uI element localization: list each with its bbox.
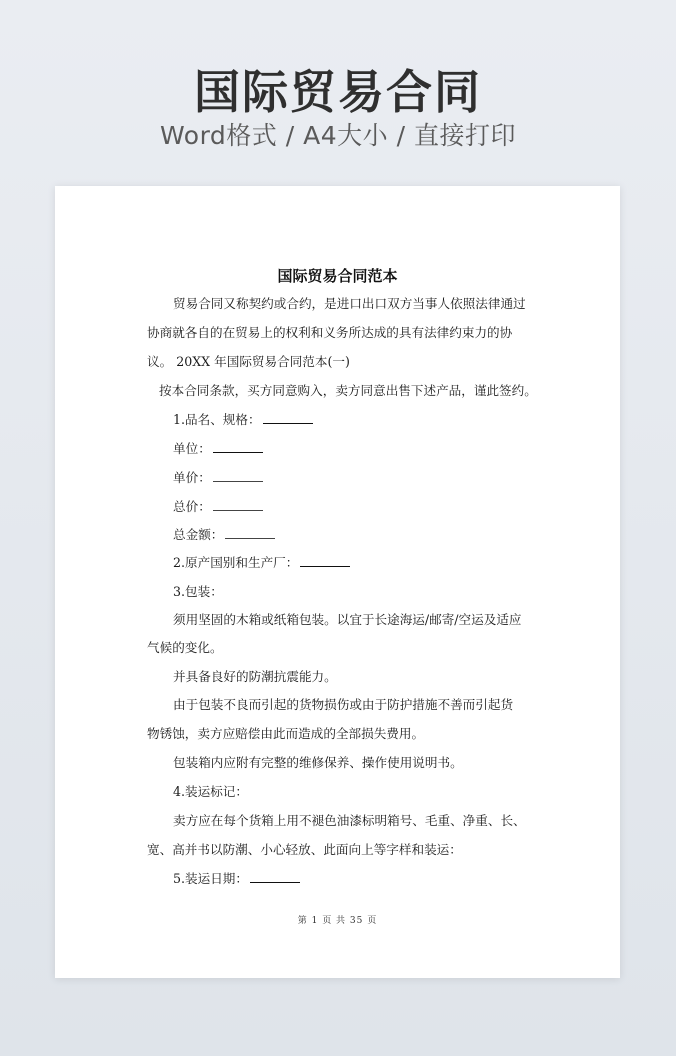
section-shipping-marks: 4.装运标记： (173, 784, 248, 799)
total-price-blank (213, 498, 263, 511)
paragraph-line-2: 协商就各自的在贸易上的权利和义务所达成的具有法律约束力的协 (147, 325, 513, 340)
paragraph-line-17: 包装箱内应附有完整的维修保养、操作使用说明书。 (173, 755, 463, 770)
paragraph-line-14: 并具备良好的防潮抗震能力。 (173, 669, 337, 684)
unit-blank (213, 440, 263, 453)
paragraph-line-4: 按本合同条款，买方同意购入，卖方同意出售下述产品，谨此签约。 (159, 383, 537, 398)
field-unit: 单位： (173, 440, 263, 458)
document-page (55, 186, 620, 978)
field-total-amount: 总金额： (173, 526, 275, 544)
page-number-footer: 第 1 页 共 35 页 (297, 916, 378, 926)
paragraph-line-3: 议。 20XX 年国际贸易合同范本(一) (147, 354, 350, 369)
unit-price-blank (213, 469, 263, 482)
field-total-price: 总价： (173, 498, 263, 516)
field-shipping-date: 5.装运日期： (173, 870, 300, 888)
paragraph-line-19: 卖方应在每个货箱上用不褪色油漆标明箱号、毛重、净重、长、 (173, 813, 526, 828)
paragraph-line-15: 由于包装不良而引起的货物损伤或由于防护措施不善而引起货 (173, 697, 514, 712)
paragraph-line-20: 宽、高并书以防潮、小心轻放、此面向上等字样和装运： (147, 842, 462, 857)
banner-title: 国际贸易合同 (194, 65, 482, 119)
origin-blank (300, 554, 350, 567)
paragraph-line-12: 须用坚固的木箱或纸箱包装。以宜于长途海运/邮寄/空运及适应 (173, 612, 522, 627)
paragraph-line-13: 气候的变化。 (147, 640, 223, 655)
shipping-date-blank (250, 870, 300, 883)
section-packing: 3.包装： (173, 584, 223, 599)
total-amount-blank (225, 526, 275, 539)
product-spec-blank (263, 411, 313, 424)
paragraph-line-16: 物锈蚀，卖方应赔偿由此而造成的全部损失费用。 (147, 726, 425, 741)
field-origin: 2.原产国别和生产厂： (173, 554, 350, 572)
field-unit-price: 单价： (173, 469, 263, 487)
field-product-spec: 1.品名、规格： (173, 411, 313, 429)
document-heading: 国际贸易合同范本 (277, 267, 398, 285)
banner-subtitle: Word格式 / A4大小 / 直接打印 (160, 121, 516, 150)
paragraph-line-1: 贸易合同又称契约或合约，是进口出口双方当事人依照法律通过 (173, 296, 526, 311)
